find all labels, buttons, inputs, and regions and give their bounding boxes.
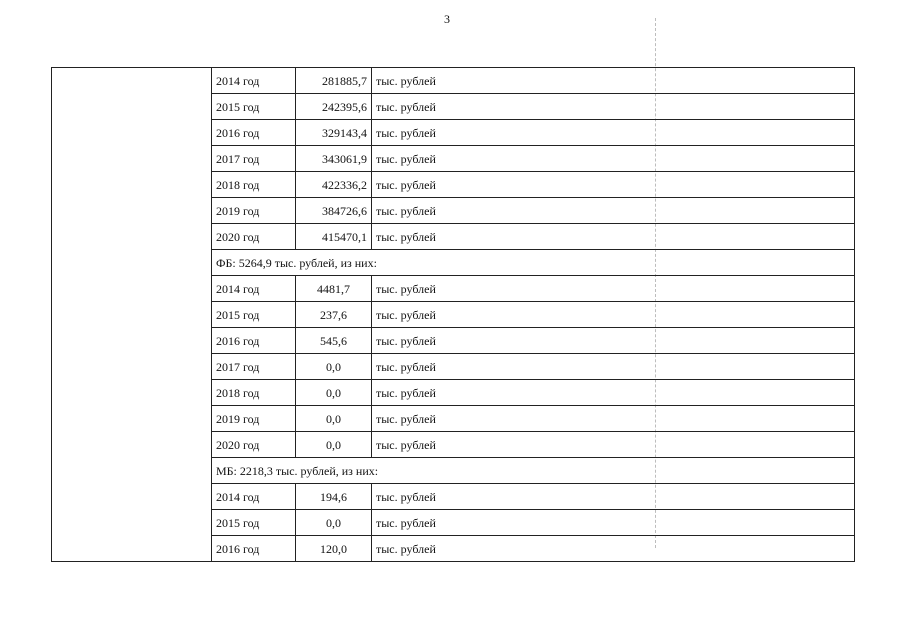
year-cell: 2015 год xyxy=(212,302,296,328)
year-cell: 2016 год xyxy=(212,120,296,146)
unit-cell: тыс. рублей xyxy=(372,172,855,198)
amount-cell: 0,0 xyxy=(296,354,372,380)
amount-cell: 242395,6 xyxy=(296,94,372,120)
unit-cell: тыс. рублей xyxy=(372,94,855,120)
year-cell: 2020 год xyxy=(212,224,296,250)
unit-cell: тыс. рублей xyxy=(372,146,855,172)
section-heading: ФБ: 5264,9 тыс. рублей, из них: xyxy=(212,250,855,276)
unit-cell: тыс. рублей xyxy=(372,380,855,406)
unit-cell: тыс. рублей xyxy=(372,484,855,510)
year-cell: 2016 год xyxy=(212,328,296,354)
unit-cell: тыс. рублей xyxy=(372,406,855,432)
year-cell: 2017 год xyxy=(212,354,296,380)
amount-cell: 0,0 xyxy=(296,510,372,536)
amount-cell: 281885,7 xyxy=(296,68,372,94)
amount-cell: 329143,4 xyxy=(296,120,372,146)
year-cell: 2014 год xyxy=(212,484,296,510)
amount-cell: 194,6 xyxy=(296,484,372,510)
amount-cell: 422336,2 xyxy=(296,172,372,198)
unit-cell: тыс. рублей xyxy=(372,536,855,562)
funding-table xyxy=(51,67,855,562)
amount-cell: 384726,6 xyxy=(296,198,372,224)
unit-cell: тыс. рублей xyxy=(372,120,855,146)
year-cell: 2020 год xyxy=(212,432,296,458)
amount-cell: 120,0 xyxy=(296,536,372,562)
unit-cell: тыс. рублей xyxy=(372,354,855,380)
year-cell: 2019 год xyxy=(212,406,296,432)
table-row xyxy=(52,68,855,94)
unit-cell: тыс. рублей xyxy=(372,328,855,354)
amount-cell: 0,0 xyxy=(296,432,372,458)
year-cell: 2017 год xyxy=(212,146,296,172)
amount-cell: 415470,1 xyxy=(296,224,372,250)
page-number: 3 xyxy=(444,12,450,26)
year-cell: 2018 год xyxy=(212,172,296,198)
unit-cell: тыс. рублей xyxy=(372,224,855,250)
amount-cell: 0,0 xyxy=(296,380,372,406)
amount-cell: 545,6 xyxy=(296,328,372,354)
unit-cell: тыс. рублей xyxy=(372,198,855,224)
year-cell: 2018 год xyxy=(212,380,296,406)
unit-cell: тыс. рублей xyxy=(372,276,855,302)
unit-cell: тыс. рублей xyxy=(372,432,855,458)
year-cell: 2015 год xyxy=(212,510,296,536)
year-cell: 2016 год xyxy=(212,536,296,562)
year-cell: 2019 год xyxy=(212,198,296,224)
amount-cell: 343061,9 xyxy=(296,146,372,172)
unit-cell: тыс. рублей xyxy=(372,302,855,328)
year-cell: 2015 год xyxy=(212,94,296,120)
unit-cell: тыс. рублей xyxy=(372,68,855,94)
year-cell: 2014 год xyxy=(212,68,296,94)
amount-cell: 4481,7 xyxy=(296,276,372,302)
amount-cell: 0,0 xyxy=(296,406,372,432)
left-label-cell xyxy=(52,68,212,562)
section-heading: МБ: 2218,3 тыс. рублей, из них: xyxy=(212,458,855,484)
unit-cell: тыс. рублей xyxy=(372,510,855,536)
amount-cell: 237,6 xyxy=(296,302,372,328)
year-cell: 2014 год xyxy=(212,276,296,302)
